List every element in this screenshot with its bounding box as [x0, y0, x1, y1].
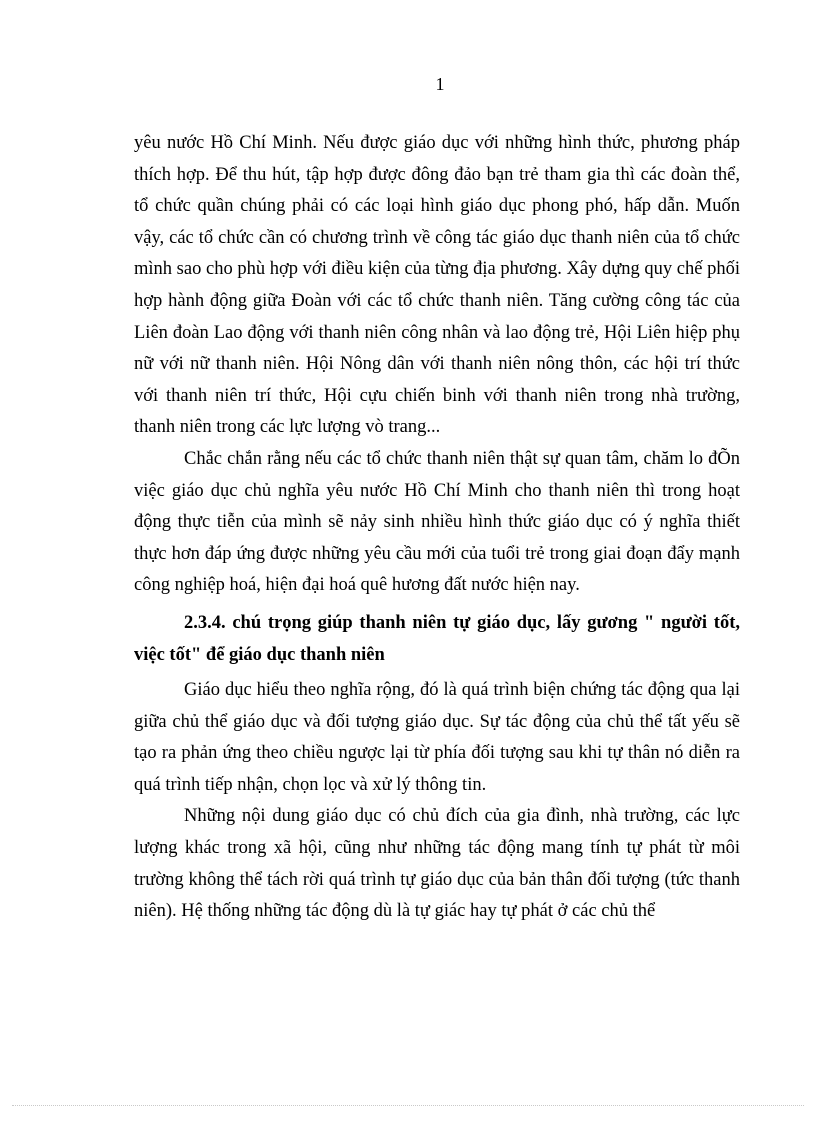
paragraph-1: yêu nước Hồ Chí Minh. Nếu được giáo dục với những hình thức, phương pháp thích hợp. Để thu hút, tập hợp được đông đảo bạn trẻ tham gia thì các đoàn thể, tổ chức quần chúng phải có các loại hình giáo dục phong phó, hấp dẫn. Muốn vậy, các tổ chức cần có chương trình về công tác giáo dục thanh niên của tổ chức mình sao cho phù hợp với điều kiện của từng địa phương. Xây dựng quy chế phối hợp hành động giữa Đoàn với các tổ chức thanh niên. Tăng cường công tác của Liên đoàn Lao động với thanh niên công nhân và lao động trẻ, Hội Liên hiệp phụ nữ với nữ thanh niên. Hội Nông dân với thanh niên nông thôn, các hội trí thức với thanh niên trí thức, Hội cựu chiến binh với thanh niên trong nhà trường, thanh niên trong các lực lượng vò trang...	[134, 133, 740, 438]
paragraph-4: Những nội dung giáo dục có chủ đích của gia đình, nhà trường, các lực lượng khác trong xã hội, cũng như những tác động mang tính tự phát từ môi trường không thể tách rời quá trình tự giáo dục của bản thân đối tượng (tức thanh niên). Hệ thống những tác động dù là tự giác hay tự phát ở các chủ thể	[134, 806, 740, 922]
document-body	[134, 128, 740, 928]
paragraph-3: Giáo dục hiểu theo nghĩa rộng, đó là quá trình biện chứng tác động qua lại giữa chủ thể giáo dục và đối tượng giáo dục. Sự tác động của chủ thể tất yếu sẽ tạo ra phản ứng theo chiều ngược lại từ phía đối tượng sau khi tự thân nó diễn ra quá trình tiếp nhận, chọn lọc và xử lý thông tin.	[134, 680, 740, 795]
section-heading: 2.3.4. chú trọng giúp thanh niên tự giáo dục, lấy gương " người tốt, việc tốt" để giáo dục thanh niên	[134, 612, 740, 665]
page-bottom-divider	[12, 1105, 804, 1106]
paragraph-2: Chắc chắn rằng nếu các tổ chức thanh niên thật sự quan tâm, chăm lo đÕn việc giáo dục chủ nghĩa yêu nước Hồ Chí Minh cho thanh niên thì trong hoạt động thực tiễn của mình sẽ nảy sinh nhiều hình thức giáo dục có ý nghĩa thiết thực hơn đáp ứng được những yêu cầu mới của tuổi trẻ trong giai đoạn đẩy mạnh công nghiệp hoá, hiện đại hoá quê hương đất nước hiện nay.	[134, 448, 740, 596]
page-number: 1	[435, 74, 445, 94]
